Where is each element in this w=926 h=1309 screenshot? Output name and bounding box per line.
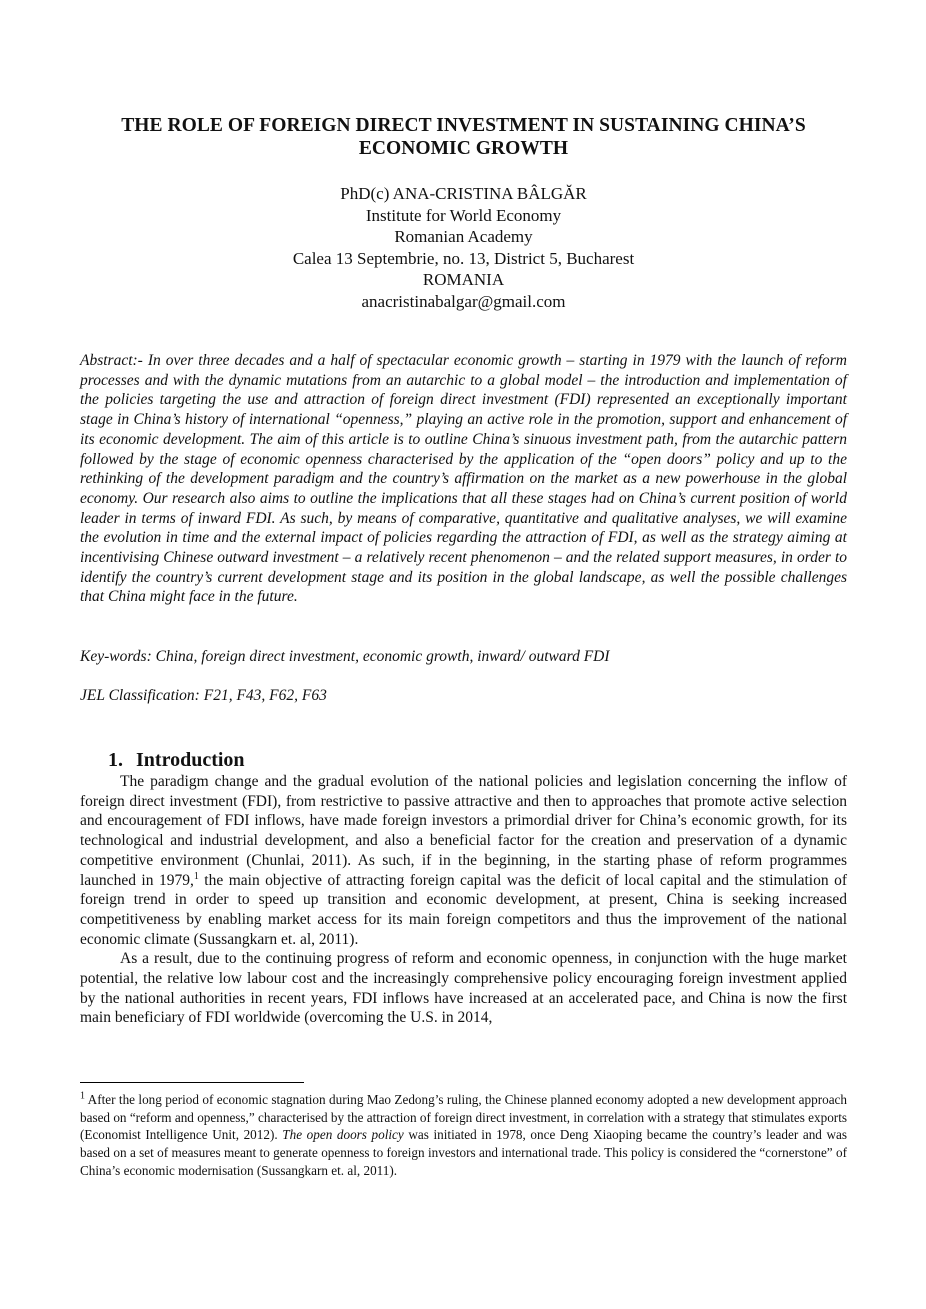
section-number: 1. [108, 749, 123, 771]
author-country: ROMANIA [422, 270, 505, 290]
paper-title [80, 114, 847, 160]
author-email: anacristinabalgar@gmail.com [361, 291, 566, 311]
author-institute: Institute for World Economy [365, 205, 562, 225]
paragraph-1-part-b: the main objective of attracting foreign capital was the deficit of local capital and the stimulation of foreign trend in order to speed up transition and economic development, at present, China is seeking increased competitiveness by enabling market access for its main foreign competitors and thus the improvement of the national economic climate (Sussangkarn et. al, 2011). [80, 871, 847, 948]
footnote [80, 1091, 847, 1180]
paragraph-2: As a result, due to the continuing progress of reform and economic openness, in conjunction with the huge market potential, the relative low labour cost and the increasingly comprehensive policy encouraging foreign investment applied by the national authorities in recent years, FDI inflows have increased at an accelerated pace, and China is now the first main beneficiary of FDI worldwide (overcoming the U.S. in 2014, [80, 950, 847, 1027]
section-title: Introduction [136, 749, 245, 771]
footnote-mark: 1 [80, 1090, 85, 1102]
author-name: PhD(c) ANA-CRISTINA BÂLGĂR [340, 184, 587, 203]
author-academy: Romanian Academy [394, 227, 533, 247]
section-heading [108, 748, 245, 772]
footnote-text-italic: The open doors policy [282, 1127, 404, 1143]
jel-classification: JEL Classification: F21, F43, F62, F63 [80, 687, 327, 704]
author-address: Calea 13 Septembrie, no. 13, District 5, Bucharest [292, 248, 635, 268]
keywords: Key-words: China, foreign direct investment, economic growth, inward/ outward FDI [80, 648, 610, 665]
footnote-reference[interactable]: 1 [193, 870, 199, 882]
footnote-text-a: After the long period of economic stagnation during Mao Zedong’s ruling, the Chinese planned economy adopted a new development approach based on “reform and openness,” characterised by the attraction of foreign direct investment, in correlation with a strategy that stimulates exports (Economist Intelligence Unit, 2012). [80, 1092, 847, 1143]
body-text [80, 772, 847, 1028]
title-line-1: THE ROLE OF FOREIGN DIRECT INVESTMENT IN SUSTAINING CHINA’S [121, 115, 806, 136]
abstract: Abstract:- In over three decades and a half of spectacular economic growth – starting in 1979 with the launch of reform processes and with the dynamic mutations from an autarchic to a global model – the introduction and implementation of the policies targeting the use and attraction of foreign direct investment (FDI) represented an exceptionally important stage in China’s history of international “openness,” playing an active role in the promotion, support and enhancement of its economic development. The aim of this article is to outline China’s sinuous investment path, from the autarchic pattern followed by the stage of economic openness characterised by the application of the “open doors” policy and up to the rethinking of the development paradigm and the country’s affirmation on the market as a new powerhouse in the global economy. Our research also aims to outline the implications that all these stages had on China’s current position of world leader in terms of inward FDI. As such, by means of comparative, quantitative and qualitative analyses, we will examine the evolution in time and the external impact of policies regarding the attraction of FDI, as well as the strategy aiming at incentivising Chinese outward investment – a relatively recent phenomenon – and the related support measures, in order to identify the country’s current development stage and its position in the global landscape, as well the possible challenges that China might face in the future. [80, 352, 847, 606]
footnote-divider [80, 1082, 304, 1083]
paragraph-1 [80, 772, 847, 949]
paragraph-1-part-a: The paradigm change and the gradual evolution of the national policies and legislation concerning the inflow of foreign direct investment (FDI), from restrictive to passive attractive and then to approaches that promote active selection and encouragement of FDI inflows, have made foreign investors a primordial driver for China’s economic growth, for its technological and industrial development, and also a beneficial factor for the creation and preservation of a dynamic competitive environment (Chunlai, 2011). As such, if in the beginning, in the starting phase of reform programmes launched in 1979, [80, 773, 847, 889]
footnote-text-b: was initiated in 1978, once Deng Xiaoping became the country’s leader and was based on a set of measures meant to generate openness to foreign investors and international trade. This policy is considered the “cornerstone” of China’s economic modernisation (Sussangkarn et. al, 2011). [80, 1127, 847, 1178]
title-line-2: ECONOMIC GROWTH [358, 138, 569, 159]
author-block [80, 183, 847, 313]
